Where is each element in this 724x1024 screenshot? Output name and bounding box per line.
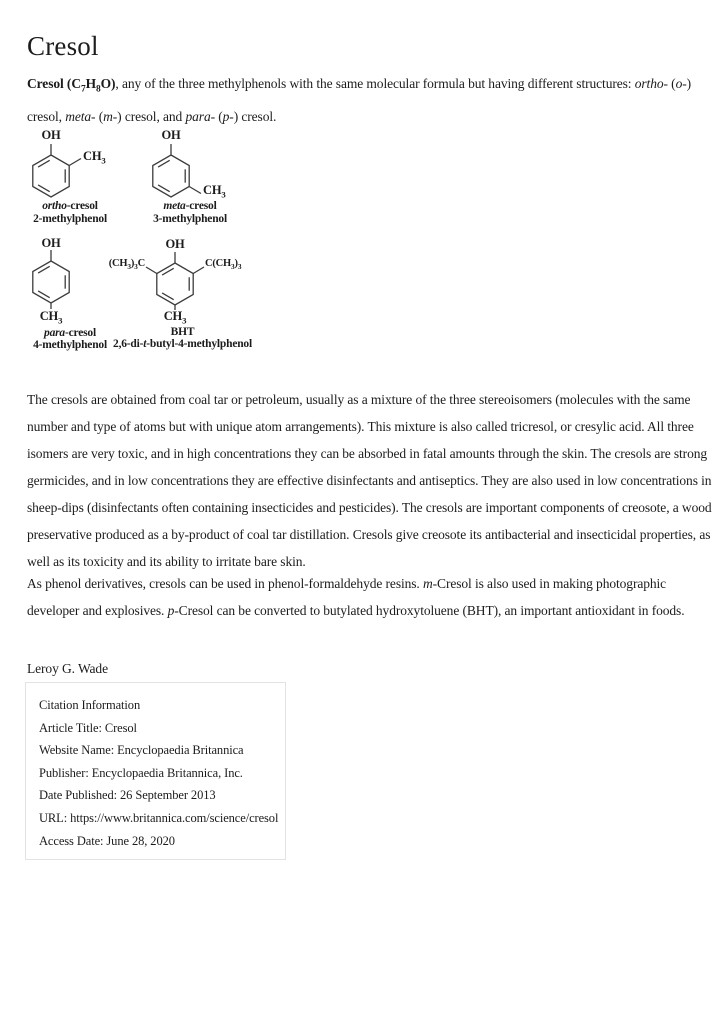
methyl-label: $CH_3$	[83, 149, 106, 166]
structure-caption-iupac: 4-methylphenol	[33, 339, 107, 351]
methyl-label: $CH_3$	[203, 183, 226, 200]
structure-caption-iupac: 3-methylphenol	[153, 213, 227, 225]
citation-url: URL: https://www.britannica.com/science/cresol	[39, 810, 279, 825]
structure-caption-name: para-cresol	[44, 327, 96, 339]
structure-caption-name: BHT	[170, 326, 195, 338]
structure-caption-iupac: 2,6-di-t-butyl-4-methylphenol	[113, 338, 252, 350]
structure-ortho-cresol	[20, 123, 138, 227]
structure-caption-name: meta-cresol	[163, 200, 217, 212]
body-paragraph-1: The cresols are obtained from coal tar or petroleum, usually as a mixture of the three stereoisomers (molecules with the same number and type of atoms but with unique atom arrangements). This mixture is also called tricresol, or cresylic acid. All three isomers are very toxic, and in high concentrations they can be absorbed in fatal amounts through the skin. The cresols are strong germicides, and in low concentrations they are effective disinfectants and antiseptics. They are also used in low concentrations in sheep-dips (disinfectants often containing insecticides and pesticides). The cresols are important components of creosote, a wood preservative produced as a by-product of coal tar distillation. Cresols give creosote its antibacterial and insecticidal properties, as well as its toxicity and its ability to irritate bare skin.	[27, 391, 712, 569]
citation-publisher: Publisher: Encyclopaedia Britannica, Inc.	[39, 765, 243, 780]
citation-article-title: Article Title: Cresol	[39, 720, 137, 735]
methyl-label: $CH_3$	[39, 309, 63, 326]
hydroxyl-label: OH	[41, 128, 61, 142]
intro-paragraph: Cresol $(C_7H_8O)$, any of the three methylphenols with the same molecular formula but having different structures: ortho- (o-) cresol, meta- (m-) cresol, and para- (p-) cresol.	[27, 75, 692, 125]
author-byline: Leroy G. Wade	[27, 660, 108, 676]
hydroxyl-label: OH	[41, 236, 61, 250]
citation-box	[25, 682, 286, 860]
citation-heading: Citation Information	[39, 698, 141, 712]
hydroxyl-label: OH	[165, 237, 185, 251]
hydroxyl-label: OH	[161, 128, 181, 142]
methyl-label: $CH_3$	[163, 309, 187, 326]
citation-website-name: Website Name: Encyclopaedia Britannica	[39, 743, 244, 758]
structure-caption-iupac: 2-methylphenol	[33, 213, 107, 225]
citation-date-published: Date Published: 26 September 2013	[39, 788, 216, 803]
page-title: Cresol	[27, 31, 99, 62]
structure-caption-name: ortho-cresol	[42, 200, 98, 212]
structure-bht	[105, 233, 275, 355]
structure-meta-cresol	[140, 123, 260, 227]
tert-butyl-left-label: $(CH_3)_3C$	[108, 258, 145, 272]
tert-butyl-right-label: $C(CH_3)_3$	[205, 258, 242, 272]
body-paragraph-2: As phenol derivatives, cresols can be used in phenol-formaldehyde resins. m-Cresol is also used in making photographic developer and explosives. p-Cresol can be converted to butylated hydroxytoluene (BHT), an important antioxidant in foods.	[27, 575, 685, 618]
citation-access-date: Access Date: June 28, 2020	[39, 833, 175, 848]
